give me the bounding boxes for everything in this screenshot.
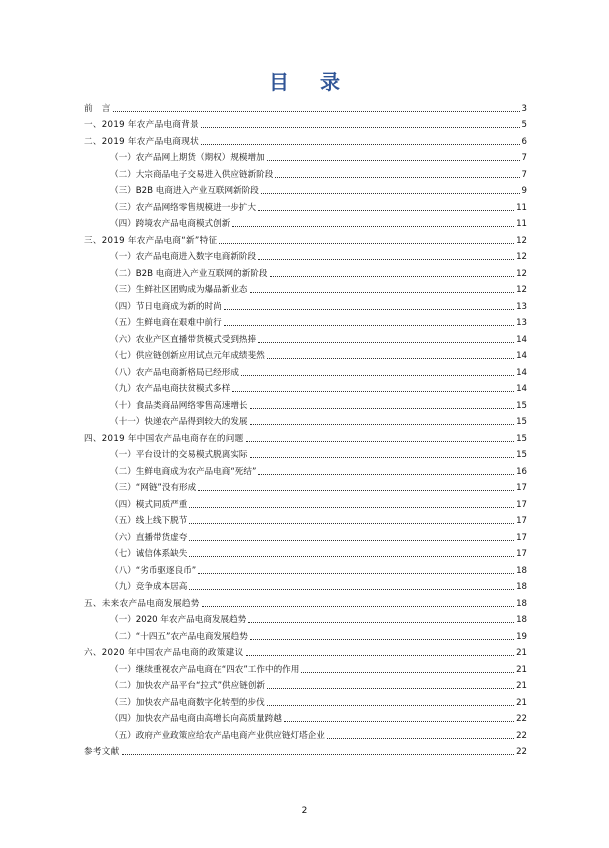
dot-leader	[250, 457, 515, 458]
toc-entry-label: （九）农产品电商扶贫模式多样	[110, 384, 231, 394]
toc-entry-label: （四）模式同质严重	[110, 499, 188, 510]
dot-leader	[261, 193, 520, 194]
toc-entry-label: （三）“网链”没有形成	[110, 483, 197, 493]
dot-leader	[258, 474, 514, 475]
toc-entry-section[interactable]	[84, 593, 527, 610]
dot-leader	[219, 243, 514, 244]
toc-entry-subsection[interactable]	[84, 709, 527, 726]
dot-leader	[189, 556, 514, 557]
toc-entry-label: （五）政府产业政策应给农产品电商产业供应链灯塔企业	[110, 730, 325, 741]
toc-entry-page: 14	[516, 367, 527, 378]
toc-entry-page: 14	[516, 351, 527, 361]
toc-entry-label: （八）农产品电商新格局已经形成	[110, 367, 239, 378]
toc-entry-page: 9	[521, 186, 527, 196]
toc-entry-label: （六）直播带货虚夸	[110, 532, 188, 543]
toc-entry-subsection[interactable]	[84, 362, 527, 379]
toc-entry-subsection[interactable]	[84, 610, 527, 627]
toc-entry-label: （二）B2B 电商进入产业互联网的新阶段	[110, 268, 268, 279]
toc-entry-page: 17	[516, 483, 527, 493]
toc-entry-page: 14	[516, 334, 527, 345]
toc-entry-subsection[interactable]	[84, 626, 527, 643]
toc-entry-label: 参考文献	[84, 747, 120, 757]
toc-entry-label: （四）节日电商成为新的时尚	[110, 301, 222, 312]
toc-entry-subsection[interactable]	[84, 511, 527, 528]
toc-entry-subsection[interactable]	[84, 379, 527, 396]
dot-leader	[267, 688, 514, 689]
dot-leader	[201, 127, 519, 128]
toc-entry-page: 15	[516, 400, 527, 411]
toc-entry-subsection[interactable]	[84, 247, 527, 264]
dot-leader	[113, 111, 520, 112]
toc-entry-label: （三）B2B 电商进入产业互联网新阶段	[110, 186, 259, 196]
toc-entry-label: （十）食品类商品网络零售高速增长	[110, 400, 248, 411]
toc-entry-section[interactable]	[84, 643, 527, 660]
dot-leader	[189, 540, 514, 541]
toc-entry-label: （七）供应链创新应用试点元年成绩斐然	[110, 351, 265, 361]
page-number: 2	[301, 806, 308, 816]
dot-leader	[246, 655, 515, 656]
toc-entry-page: 12	[516, 285, 527, 295]
toc-entry-label: （六）农业产区直播带货模式受到热捧	[110, 334, 257, 345]
toc-entry-label: （七）诚信体系缺失	[110, 549, 188, 559]
toc-entry-subsection[interactable]	[84, 725, 527, 742]
toc-entry-page: 18	[516, 565, 527, 576]
toc-entry-subsection[interactable]	[84, 478, 527, 495]
toc-entry-label: （五）线上线下脱节	[110, 516, 188, 526]
toc-entry-page: 15	[516, 433, 527, 444]
toc-entry-subsection[interactable]	[84, 148, 527, 165]
toc-entry-label: （三）农产品网络零售规模进一步扩大	[110, 202, 257, 213]
toc-entry-label: （二）生鲜电商成为农产品电商“死结”	[110, 466, 257, 477]
toc-entry-section[interactable]	[84, 428, 527, 445]
dot-leader	[275, 177, 519, 178]
toc-entry-page: 17	[516, 549, 527, 559]
dot-leader	[267, 160, 520, 161]
dot-leader	[270, 276, 515, 277]
toc-entry-section[interactable]	[84, 230, 527, 247]
toc-entry-label: （十一）快递农产品得到较大的发展	[110, 417, 248, 427]
toc-entry-subsection[interactable]	[84, 494, 527, 511]
dot-leader	[189, 589, 514, 590]
toc-entry-subsection[interactable]	[84, 445, 527, 462]
toc-entry-page: 17	[516, 532, 527, 543]
toc-entry-label: （三）加快农产品电商数字化转型的步伐	[110, 697, 265, 708]
toc-entry-label: （三）生鲜社区团购成为爆品新业态	[110, 285, 248, 295]
dot-leader	[250, 639, 514, 640]
toc-entry-label: （二）大宗商品电子交易进入供应链新阶段	[110, 169, 274, 180]
toc-entry-label: 三、2019 年农产品电商“新”特征	[84, 235, 218, 246]
toc-entry-subsection[interactable]	[84, 280, 527, 297]
toc-entry-page: 15	[516, 417, 527, 427]
table-of-contents	[84, 98, 527, 758]
toc-entry-label: 四、2019 年中国农产品电商存在的问题	[84, 433, 244, 444]
toc-entry-label: （五）生鲜电商在艰难中前行	[110, 318, 222, 328]
toc-entry-label: （一）农产品网上期货（期权）规模增加	[110, 153, 265, 163]
toc-entry-label: 五、未来农产品电商发展趋势	[84, 598, 200, 609]
toc-entry-subsection[interactable]	[84, 461, 527, 478]
dot-leader	[189, 523, 514, 524]
dot-leader	[224, 309, 514, 310]
toc-entry-subsection[interactable]	[84, 296, 527, 313]
dot-leader	[258, 210, 514, 211]
toc-entry-label: （二）“十四五”农产品电商发展趋势	[110, 631, 248, 642]
toc-entry-page: 19	[516, 631, 527, 642]
toc-entry-page: 22	[516, 747, 527, 757]
dot-leader	[198, 573, 514, 574]
toc-entry-page: 12	[516, 235, 527, 246]
toc-entry-page: 11	[516, 202, 527, 213]
toc-entry-page: 12	[516, 268, 527, 279]
toc-entry-section[interactable]	[84, 98, 527, 115]
toc-entry-subsection[interactable]	[84, 544, 527, 561]
toc-entry-label: （二）加快农产品平台“拉式”供应链创新	[110, 681, 265, 691]
dot-leader	[201, 144, 519, 145]
toc-entry-page: 21	[516, 681, 527, 691]
dot-leader	[327, 738, 514, 739]
toc-entry-page: 21	[516, 697, 527, 708]
dot-leader	[198, 490, 514, 491]
toc-entry-label: 前 言	[84, 103, 111, 114]
toc-entry-subsection[interactable]	[84, 313, 527, 330]
toc-entry-page: 7	[521, 153, 527, 163]
toc-entry-page: 12	[516, 252, 527, 262]
toc-entry-subsection[interactable]	[84, 197, 527, 214]
toc-entry-label: 二、2019 年农产品电商现状	[84, 136, 200, 147]
toc-entry-subsection[interactable]	[84, 346, 527, 363]
dot-leader	[122, 754, 514, 755]
dot-leader	[189, 507, 514, 508]
dot-leader	[250, 292, 515, 293]
dot-leader	[301, 672, 514, 673]
toc-entry-subsection[interactable]	[84, 412, 527, 429]
toc-entry-page: 11	[516, 219, 527, 229]
toc-entry-subsection[interactable]	[84, 659, 527, 676]
toc-entry-label: （四）加快农产品电商由高增长向高质量跨越	[110, 714, 282, 724]
dot-leader	[250, 424, 515, 425]
toc-entry-page: 7	[521, 169, 527, 180]
toc-entry-page: 18	[516, 615, 527, 625]
toc-entry-label: 一、2019 年农产品电商背景	[84, 120, 200, 130]
toc-entry-page: 21	[516, 664, 527, 675]
toc-entry-page: 13	[516, 301, 527, 312]
toc-entry-subsection[interactable]	[84, 164, 527, 181]
toc-entry-subsection[interactable]	[84, 263, 527, 280]
toc-title: 目 录	[269, 70, 352, 94]
toc-entry-label: （九）竞争成本居高	[110, 582, 188, 592]
dot-leader	[267, 705, 514, 706]
dot-leader	[202, 606, 514, 607]
toc-entry-page: 17	[516, 499, 527, 510]
toc-entry-page: 17	[516, 516, 527, 526]
dot-leader	[250, 408, 515, 409]
dot-leader	[258, 259, 514, 260]
toc-entry-label: （一）平台设计的交易模式脱离实际	[110, 450, 248, 460]
toc-entry-subsection[interactable]	[84, 181, 527, 198]
toc-entry-page: 22	[516, 714, 527, 724]
toc-entry-subsection[interactable]	[84, 395, 527, 412]
toc-entry-page: 13	[516, 318, 527, 328]
toc-entry-subsection[interactable]	[84, 329, 527, 346]
dot-leader	[284, 721, 514, 722]
toc-entry-subsection[interactable]	[84, 527, 527, 544]
toc-entry-page: 16	[516, 466, 527, 477]
toc-entry-label: （八）“劣币驱逐良币”	[110, 565, 197, 576]
toc-entry-subsection[interactable]	[84, 560, 527, 577]
toc-entry-subsection[interactable]	[84, 676, 527, 693]
dot-leader	[248, 622, 514, 623]
dot-leader	[232, 226, 514, 227]
toc-entry-subsection[interactable]	[84, 214, 527, 231]
toc-entry-page: 22	[516, 730, 527, 741]
toc-entry-subsection[interactable]	[84, 577, 527, 594]
toc-entry-label: 六、2020 年中国农产品电商的政策建议	[84, 648, 244, 658]
toc-entry-page: 18	[516, 598, 527, 609]
toc-entry-page: 14	[516, 384, 527, 394]
dot-leader	[258, 342, 514, 343]
toc-entry-page: 3	[521, 103, 527, 114]
toc-entry-page: 18	[516, 582, 527, 592]
toc-entry-page: 6	[521, 136, 527, 147]
toc-entry-subsection[interactable]	[84, 692, 527, 709]
toc-entry-section[interactable]	[84, 115, 527, 132]
dot-leader	[224, 325, 514, 326]
toc-entry-page: 15	[516, 450, 527, 460]
toc-entry-label: （四）跨境农产品电商模式创新	[110, 219, 231, 229]
toc-entry-label: （一）继续重视农产品电商在“四农”工作中的作用	[110, 664, 300, 675]
toc-entry-page: 21	[516, 648, 527, 658]
toc-entry-label: （一）农产品电商进入数字电商新阶段	[110, 252, 257, 262]
dot-leader	[241, 375, 514, 376]
dot-leader	[246, 441, 515, 442]
toc-entry-section[interactable]	[84, 131, 527, 148]
toc-entry-page: 5	[521, 120, 527, 130]
dot-leader	[232, 391, 514, 392]
toc-entry-section[interactable]	[84, 742, 527, 759]
dot-leader	[267, 358, 514, 359]
toc-entry-label: （一）2020 年农产品电商发展趋势	[110, 615, 247, 625]
